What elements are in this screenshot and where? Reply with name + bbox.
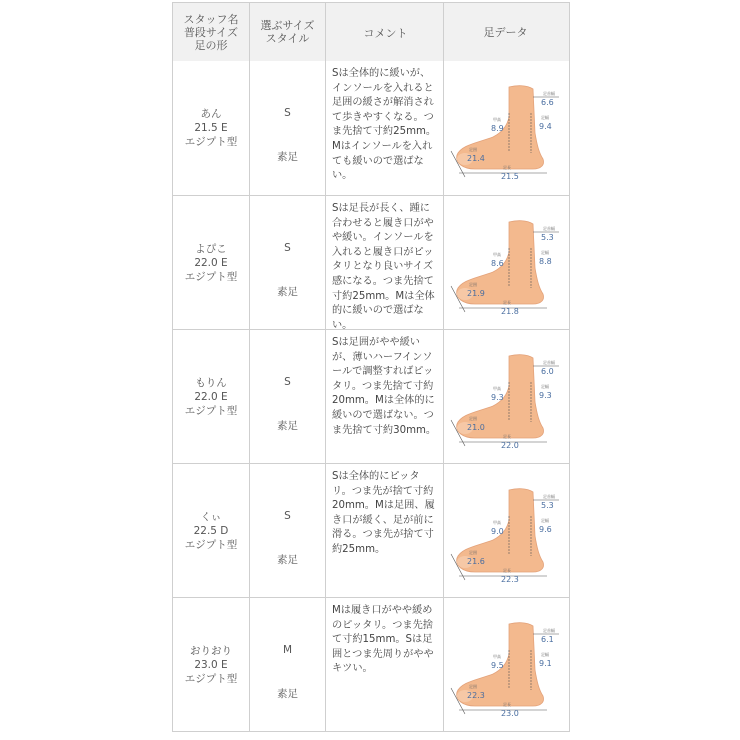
ankle-width-label: 足首幅: [542, 225, 555, 231]
girth-label: 足囲: [468, 281, 477, 287]
comment-cell: Sは足囲がやや緩いが、薄いハーフインソールで調整すればピッタリ。つま先捨て寸約20mm。Mは全体的に緩いので選ばない。つま先捨て寸約30mm。: [325, 330, 443, 463]
foot-diagram: [447, 73, 565, 183]
girth-label: 足囲: [468, 415, 477, 421]
chosen-size: S: [284, 107, 291, 119]
table-row: [173, 463, 569, 597]
staff-cell: おりおり 23.0 E エジプト型: [184, 644, 238, 685]
style-label: 素足: [277, 419, 298, 432]
style-label: 素足: [277, 285, 298, 298]
header-staff: スタッフ名 普段サイズ 足の形: [183, 12, 239, 52]
ankle-width-label: 足首幅: [542, 359, 555, 365]
table-row: [173, 195, 569, 329]
chosen-size: S: [284, 241, 291, 254]
header-foot-data: 足データ: [443, 3, 567, 61]
ankle-width-value: 5.3: [540, 500, 554, 510]
foot-length-value: 21.8: [500, 306, 519, 316]
foot-length-value: 21.5: [500, 172, 519, 181]
foot-length-value: 23.0: [500, 708, 519, 718]
staff-cell: あん 21.5 E エジプト型: [184, 108, 238, 148]
instep-value: 9.0: [490, 526, 504, 536]
instep-label: 甲高: [492, 519, 501, 525]
comment-cell: Sは足長が長く、踵に合わせると履き口がやや緩い。インソールを入れると履き口がピッタリとなり良いサイズ感になる。つま先捨て寸約25mm。Mは全体的に緩いので選ばない。: [325, 196, 443, 329]
size-style-cell: [249, 61, 325, 195]
girth-value: 21.9: [466, 288, 485, 298]
instep-value: 8.6: [490, 258, 504, 268]
foot-data-cell: [443, 464, 567, 597]
girth-label: 足囲: [468, 683, 477, 689]
ankle-width-value: 6.6: [540, 98, 554, 107]
chosen-size: S: [284, 375, 291, 388]
foot-width-label: 足幅: [540, 517, 549, 523]
foot-data-cell: [443, 330, 567, 463]
girth-value: 22.3: [466, 690, 485, 700]
foot-length-label: 足長: [502, 567, 511, 573]
girth-value: 21.0: [466, 422, 485, 432]
foot-data-cell: [443, 61, 567, 195]
foot-length-label: 足長: [502, 299, 511, 305]
ankle-width-value: 6.1: [540, 634, 554, 644]
girth-label: 足囲: [468, 147, 477, 152]
table-row: [173, 61, 569, 195]
size-style-cell: [249, 464, 325, 597]
comment-cell: Mは履き口がやや緩めのピッタリ。つま先捨て寸約15mm。Sは足囲とつま先周りがややキツい。: [325, 598, 443, 731]
instep-label: 甲高: [492, 251, 501, 257]
size-style-cell: [249, 598, 325, 731]
size-style-cell: [249, 330, 325, 463]
foot-length-value: 22.3: [500, 574, 519, 584]
foot-data-cell: [443, 196, 567, 329]
foot-width-value: 9.3: [538, 390, 552, 400]
chosen-size: S: [284, 509, 291, 522]
table-header: [173, 3, 569, 61]
ankle-width-label: 足首幅: [542, 627, 555, 633]
table-row: [173, 329, 569, 463]
foot-length-label: 足長: [502, 165, 511, 170]
size-style-cell: [249, 196, 325, 329]
instep-label: 甲高: [492, 117, 501, 122]
staff-cell: よぴこ 22.0 E エジプト型: [184, 242, 238, 283]
foot-width-label: 足幅: [540, 249, 549, 255]
style-label: 素足: [277, 553, 298, 566]
foot-width-label: 足幅: [540, 115, 549, 120]
comment-cell: Sは全体的に緩いが、インソールを入れると足囲の緩さが解消されて歩きやすくなる。つま先捨て寸約25mm。Mはインソールを入れても緩いので選ばない。: [325, 61, 443, 195]
chosen-size: M: [282, 643, 293, 656]
foot-width-label: 足幅: [540, 383, 549, 389]
foot-length-value: 22.0: [500, 440, 519, 450]
ankle-width-label: 足首幅: [542, 493, 555, 499]
foot-diagram: [447, 610, 565, 720]
foot-data-cell: [443, 598, 567, 731]
foot-width-label: 足幅: [540, 651, 549, 657]
foot-length-label: 足長: [502, 433, 511, 439]
ankle-width-value: 6.0: [540, 366, 554, 376]
ankle-width-label: 足首幅: [542, 91, 555, 96]
foot-width-value: 9.6: [538, 524, 552, 534]
foot-width-value: 8.8: [538, 256, 552, 266]
instep-label: 甲高: [492, 385, 501, 391]
style-label: 素足: [277, 687, 298, 700]
style-label: 素足: [277, 151, 298, 163]
girth-label: 足囲: [468, 549, 477, 555]
foot-diagram: [447, 476, 565, 586]
instep-label: 甲高: [492, 653, 501, 659]
girth-value: 21.4: [466, 154, 485, 163]
foot-width-value: 9.1: [538, 658, 552, 668]
header-size-style: 選ぶサイズ スタイル: [249, 3, 325, 61]
girth-value: 21.6: [466, 556, 485, 566]
foot-diagram: [447, 342, 565, 452]
foot-width-value: 9.4: [538, 122, 552, 131]
foot-length-label: 足長: [502, 701, 511, 707]
header-comment: コメント: [325, 3, 443, 61]
comment-cell: Sは全体的にピッタリ。つま先が捨て寸約20mm。Mは足囲、履き口が緩く、足が前に滑る。つま先が捨て寸約25mm。: [325, 464, 443, 597]
foot-diagram: [447, 208, 565, 318]
table-row: [173, 597, 569, 731]
instep-value: 9.3: [490, 392, 504, 402]
staff-size-table: [172, 2, 570, 732]
staff-cell: くぃ 22.5 D エジプト型: [184, 510, 238, 551]
staff-cell: もりん 22.0 E エジプト型: [184, 376, 238, 417]
instep-value: 9.5: [490, 660, 504, 670]
ankle-width-value: 5.3: [540, 232, 554, 242]
instep-value: 8.9: [490, 124, 504, 133]
